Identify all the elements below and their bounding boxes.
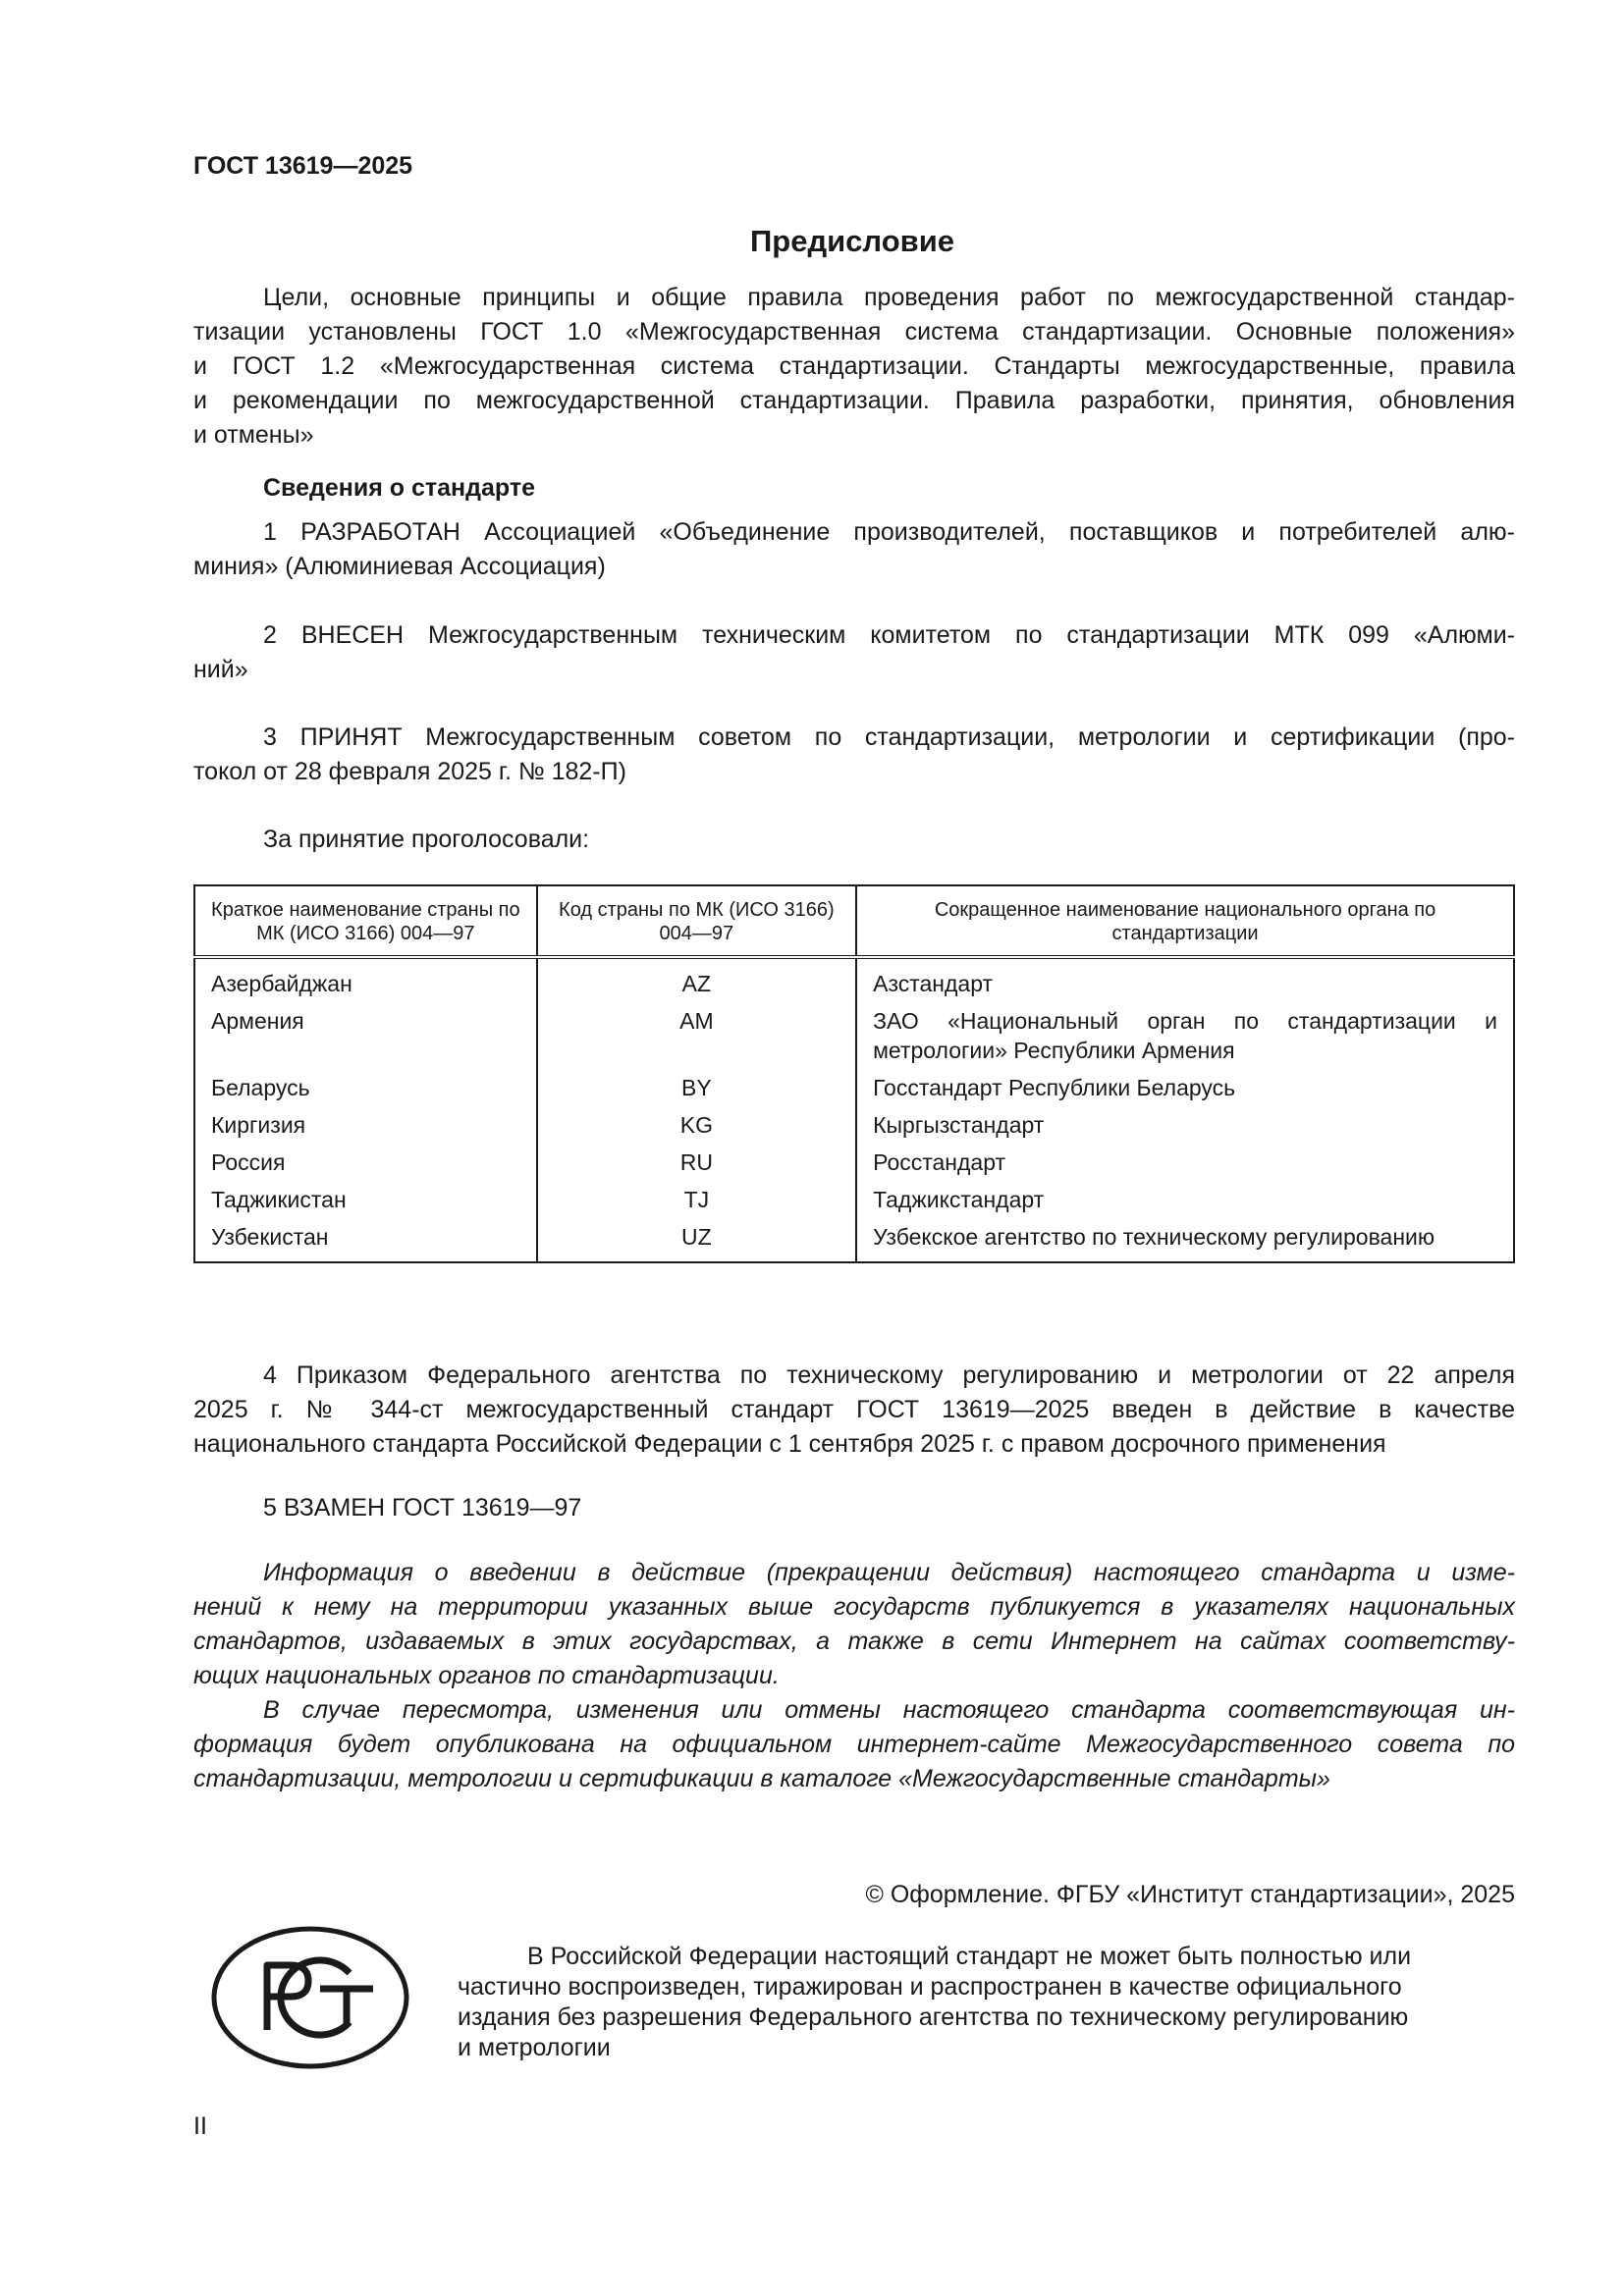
item-line: 1 РАЗРАБОТАН Ассоциацией «Объединение производителей, поставщиков и потребителей алю- xyxy=(263,518,1515,546)
intro-line: тизации установлены ГОСТ 1.0 «Межгосударственная система стандартизации. Основные положения» xyxy=(193,318,1515,346)
item-line: миния» (Алюминиевая Ассоциация) xyxy=(193,553,606,580)
rst-certification-icon xyxy=(210,1924,411,2071)
copyright-notice: © Оформление. ФГБУ «Институт стандартизации», 2025 xyxy=(865,1881,1515,1908)
rights-line: В Российской Федерации настоящий стандарт не может быть полностью или xyxy=(527,1943,1412,1970)
info-line: Информация о введении в действие (прекращении действия) настоящего стандарта и изме- xyxy=(263,1559,1515,1586)
item-developed xyxy=(193,515,1515,584)
cell-body: Азстандарт xyxy=(856,957,1514,1002)
cell-body: ЗАО «Национальный орган по стандартизации и метрологии» Республики Армения xyxy=(856,1002,1514,1069)
intro-line: и ГОСТ 1.2 «Межгосударственная система стандартизации. Стандарты межгосударственные, правила xyxy=(193,352,1515,380)
column-header-code: Код страны по МК (ИСО 3166) 004—97 xyxy=(537,885,856,957)
intro-line: и рекомендации по межгосударственной стандартизации. Правила разработки, принятия, обновления xyxy=(193,387,1515,414)
cell-body: Таджикстандарт xyxy=(856,1181,1514,1218)
cell-code: AM xyxy=(537,1002,856,1069)
table-row xyxy=(194,1106,1514,1144)
rights-line: частично воспроизведен, тиражирован и распространен в качестве официального xyxy=(458,1973,1402,2001)
cell-body: Госстандарт Республики Беларусь xyxy=(856,1069,1514,1106)
rights-line: издания без разрешения Федерального агентства по техническому регулированию xyxy=(458,2003,1409,2031)
table-row xyxy=(194,1069,1514,1106)
section-heading-text: Сведения о стандарте xyxy=(263,474,536,502)
cell-code: TJ xyxy=(537,1181,856,1218)
item-enacted xyxy=(193,1359,1515,1462)
item-line: 2 ВНЕСЕН Межгосударственным техническим комитетом по стандартизации МТК 099 «Алюми- xyxy=(263,621,1515,649)
column-header-body: Сокращенное наименование национального органа по стандартизации xyxy=(856,885,1514,957)
info-line: стандартов, издаваемых в этих государствах, а также в сети Интернет на сайтах соответству- xyxy=(193,1628,1515,1655)
cell-body: Узбекское агентство по техническому регулированию xyxy=(856,1218,1514,1262)
cell-country: Киргизия xyxy=(211,1112,306,1138)
table-row xyxy=(194,1144,1514,1181)
table-header-row xyxy=(194,885,1514,957)
cell-country: Узбекистан xyxy=(211,1224,329,1250)
info-line: стандартизации, метрологии и сертификации в каталоге «Межгосударственные стандарты» xyxy=(193,1765,1330,1792)
cell-code: AZ xyxy=(537,957,856,1002)
item-line: ний» xyxy=(193,656,248,683)
table-row xyxy=(194,1002,1514,1069)
intro-paragraph xyxy=(193,281,1515,453)
item-line: 4 Приказом Федерального агентства по техническому регулированию и метрологии от 22 апреля xyxy=(263,1362,1515,1389)
item-line: токол от 28 февраля 2025 г. № 182-П) xyxy=(193,758,626,785)
intro-line: Цели, основные принципы и общие правила проведения работ по межгосударственной стандар- xyxy=(263,284,1515,311)
table-row xyxy=(194,1218,1514,1262)
cell-code: UZ xyxy=(537,1218,856,1262)
info-line: нений к нему на территории указанных выше государств публикуется в указателях национальных xyxy=(193,1593,1515,1621)
cell-country: Беларусь xyxy=(211,1075,310,1100)
voting-table xyxy=(193,884,1515,1263)
vote-label-text: За принятие проголосовали: xyxy=(263,826,590,853)
page-title: Предисловие xyxy=(749,224,954,258)
info-line: ющих национальных органов по стандартизации. xyxy=(193,1662,780,1689)
cell-country: Россия xyxy=(211,1149,286,1175)
reproduction-notice xyxy=(458,1942,1515,2063)
cell-country: Таджикистан xyxy=(211,1187,347,1212)
cell-code: BY xyxy=(537,1069,856,1106)
info-paragraph-revision xyxy=(193,1693,1515,1796)
cell-code: RU xyxy=(537,1144,856,1181)
info-paragraph-publication xyxy=(193,1556,1515,1693)
cell-country: Азербайджан xyxy=(211,971,352,996)
page-number: II xyxy=(193,2112,207,2140)
item-adopted xyxy=(193,721,1515,789)
item-submitted xyxy=(193,618,1515,687)
item-line: 3 ПРИНЯТ Межгосударственным советом по стандартизации, метрологии и сертификации (про- xyxy=(263,723,1515,751)
info-line: формация будет опубликована на официальном интернет-сайте Межгосударственного совета по xyxy=(193,1731,1515,1758)
cell-country: Армения xyxy=(211,1008,304,1034)
cell-body: Кыргызстандарт xyxy=(856,1106,1514,1144)
item-line: национального стандарта Российской Федерации с 1 сентября 2025 г. с правом досрочного применения xyxy=(193,1430,1386,1458)
vote-label xyxy=(193,823,1515,857)
item-line: 2025 г. № 344-ст межгосударственный стандарт ГОСТ 13619—2025 введен в действие в качестве xyxy=(193,1396,1515,1423)
cell-body: Росстандарт xyxy=(856,1144,1514,1181)
rights-line: и метрологии xyxy=(458,2034,611,2061)
document-code: ГОСТ 13619—2025 xyxy=(193,152,413,180)
column-header-country: Краткое наименование страны по МК (ИСО 3166) 004—97 xyxy=(194,885,537,957)
table-row xyxy=(194,1181,1514,1218)
item-replaces xyxy=(193,1491,1515,1525)
table-row xyxy=(194,957,1514,1002)
intro-line: и отмены» xyxy=(193,421,314,449)
item-line: 5 ВЗАМЕН ГОСТ 13619—97 xyxy=(263,1494,582,1522)
info-line: В случае пересмотра, изменения или отмены настоящего стандарта соответствующая ин- xyxy=(263,1696,1515,1724)
cell-code: KG xyxy=(537,1106,856,1144)
section-heading xyxy=(193,471,1515,506)
